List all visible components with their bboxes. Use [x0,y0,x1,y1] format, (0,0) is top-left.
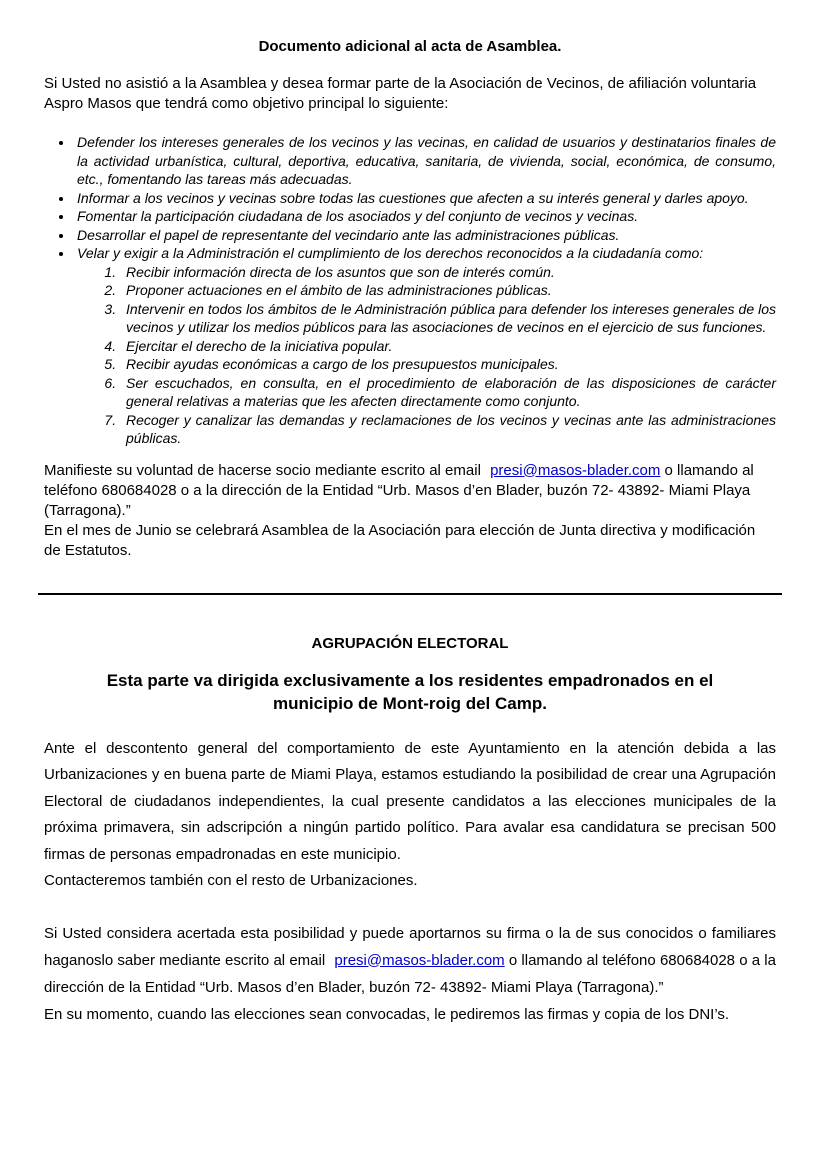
signatures-text-after: o llamando al teléfono 680684028 o a la dirección de la Entidad “Urb. Masos d’en Blader, buzón 72- 43892- Miami Playa (Tarragona).” [44,951,776,996]
right-item: 3. Intervenir en todos los ámbitos de le Administración pública para defender los intereses generales de los vecinos y utilizar los medios públicos para las asociaciones de vecinos en el ejercicio de sus funciones. [120,300,776,337]
document-title: Documento adicional al acta de Asamblea. [258,38,562,55]
june-note-paragraph: En el mes de Junio se celebrará Asamblea de la Asociación para elección de Junta directiva y modificación de Estatutos. [44,521,756,559]
membership-contact-block [44,461,776,561]
membership-contact-paragraph [44,461,776,521]
right-item: 1. Recibir información directa de los asuntos que son de interés común. [120,263,776,282]
electoral-group-subheading: Esta parte va dirigida exclusivamente a los residentes empadronados en el municipio de Mont-roig del Camp. [106,670,714,713]
right-item: 4. Ejercitar el derecho de la iniciativa popular. [120,337,776,356]
contact-text-after: o llamando al teléfono 680684028 o a la dirección de la Entidad “Urb. Masos d’en Blader, buzón 72- 43892- Miami Playa (Tarragona).” [44,461,754,519]
objectives-list [44,133,776,263]
objective-item: • Fomentar la participación ciudadana de los asociados y del conjunto de vecinos y vecinas. [74,207,776,226]
right-item: 7. Recoger y canalizar las demandas y reclamaciones de los vecinos y vecinas ante las administraciones públicas. [120,411,776,448]
intro-paragraph: Si Usted no asistió a la Asamblea y desea formar parte de la Asociación de Vecinos, de afiliación voluntaria Aspro Masos que tendrá como objetivo principal lo siguiente: [44,75,757,112]
objective-item: • Defender los intereses generales de los vecinos y las vecinas, en calidad de usuarios y destinatarios finales de la actividad urbanística, cultural, deportiva, educativa, sanitaria, de vivienda, social, económica, de consumo, etc., fomentando las tareas más adecuadas. [74,133,776,189]
electoral-paragraph-2: Contacteremos también con el resto de Urbanizaciones. [44,872,418,889]
final-note-paragraph: En su momento, cuando las elecciones sean convocadas, le pediremos las firmas y copia de los DNI’s. [44,1005,730,1023]
right-item: 6. Ser escuchados, en consulta, en el procedimiento de elaboración de las disposiciones de carácter general relativas a materias que les afecten directamente como conjunto. [120,374,776,411]
section-divider [38,593,782,595]
objective-item: • Desarrollar el papel de representante del vecindario ante las administraciones públicas. [74,226,776,245]
electoral-paragraph-1: Ante el descontento general del comportamiento de este Ayuntamiento en la atención debida a las Urbanizaciones y en buena parte de Miami Playa, estamos estudiando la posibilidad de crear una Agrupación Electoral de ciudadanos independientes, la cual presente candidatos a las elecciones municipales de la próxima primavera, sin adscripción a ningún partido político. Para avalar esa candidatura se precisan 500 firmas de personas empadronadas en este municipio. [44,739,776,863]
rights-list [44,263,776,448]
signatures-text-before: Si Usted considera acertada esta posibilidad y puede aportarnos su firma o la de sus conocidos o familiares haganoslo saber mediante escrito al email [44,924,776,969]
contact-text-before: Manifieste su voluntad de hacerse socio mediante escrito al email [44,461,486,479]
right-item: 2. Proponer actuaciones en el ámbito de las administraciones públicas. [120,281,776,300]
objective-item: • Informar a los vecinos y vecinas sobre todas las cuestiones que afecten a su interés general y darles apoyo. [74,189,776,208]
electoral-group-heading: AGRUPACIÓN ELECTORAL [311,634,509,652]
right-item: 5. Recibir ayudas económicas a cargo de los presupuestos municipales. [120,355,776,374]
objective-item: • Velar y exigir a la Administración el cumplimiento de los derechos reconocidos a la ciudadanía como: [74,244,776,263]
signatures-contact-paragraph [44,920,776,1001]
email-link[interactable]: presi@masos-blader.com [334,951,505,969]
email-link[interactable]: presi@masos-blader.com [490,461,661,479]
